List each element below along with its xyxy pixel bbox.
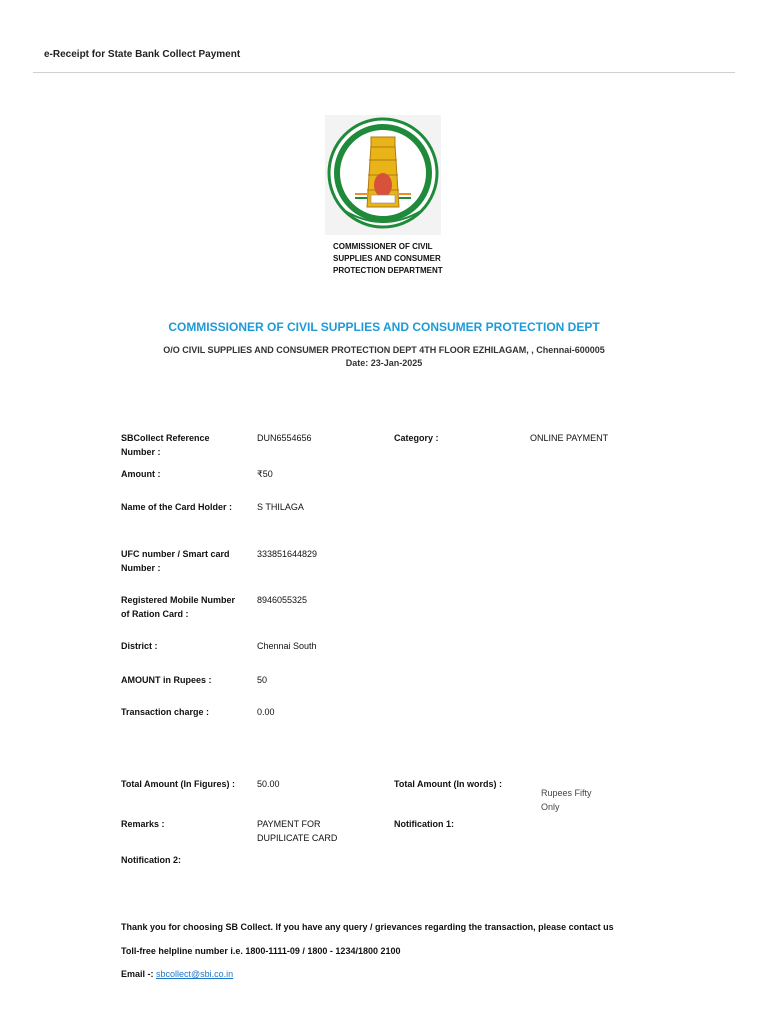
tn-emblem-logo <box>325 115 441 235</box>
registered-mobile-value: 8946055325 <box>257 595 308 605</box>
total-words-label: Total Amount (In words) : <box>394 779 502 789</box>
category-value: ONLINE PAYMENT <box>530 433 609 443</box>
amount-rupees-label: AMOUNT in Rupees : <box>121 675 212 685</box>
receipt-date: Date: 23-Jan-2025 <box>345 358 423 368</box>
notification-2-label: Notification 2: <box>121 855 181 865</box>
registered-mobile-label: Registered Mobile Number of Ration Card : <box>121 595 236 619</box>
cardholder-value: S THILAGA <box>257 502 304 512</box>
amount-value: ₹50 <box>257 469 273 479</box>
total-figures-label: Total Amount (In Figures) : <box>121 779 235 789</box>
ufc-number-value: 333851644829 <box>257 549 318 559</box>
email-line <box>121 969 233 979</box>
district-label: District : <box>121 641 158 651</box>
district-value: Chennai South <box>257 641 317 651</box>
emblem-caption-line: PROTECTION DEPARTMENT <box>333 266 443 275</box>
support-email-link[interactable]: sbcollect@sbi.co.in <box>156 969 234 979</box>
thank-you-note: Thank you for choosing SB Collect. If you have any query / grievances regarding the transaction, please contact us <box>121 922 614 932</box>
transaction-charge-value: 0.00 <box>257 707 275 717</box>
header-divider <box>33 72 735 73</box>
emblem-caption <box>333 241 443 277</box>
ufc-number-label: UFC number / Smart card Number : <box>121 549 230 573</box>
total-words-value: Rupees Fifty Only <box>541 788 592 812</box>
category-label: Category : <box>394 433 439 443</box>
helpline-number: Toll-free helpline number i.e. 1800-1111-09 / 1800 - 1234/1800 2100 <box>121 946 401 956</box>
remarks-value: PAYMENT FOR DUPILICATE CARD <box>257 819 338 843</box>
emblem-caption-line: COMMISSIONER OF CIVIL <box>333 242 433 251</box>
notification-1-label: Notification 1: <box>394 819 454 829</box>
remarks-label: Remarks : <box>121 819 165 829</box>
amount-rupees-value: 50 <box>257 675 268 685</box>
department-address-block <box>0 344 768 370</box>
department-title: COMMISSIONER OF CIVIL SUPPLIES AND CONSUMER PROTECTION DEPT <box>168 320 600 334</box>
ref-number-label: SBCollect Reference Number : <box>121 433 210 457</box>
cardholder-label: Name of the Card Holder : <box>121 502 233 512</box>
transaction-charge-label: Transaction charge : <box>121 707 210 717</box>
department-address: O/O CIVIL SUPPLIES AND CONSUMER PROTECTION DEPT 4TH FLOOR EZHILAGAM, , Chennai-600005 <box>163 345 605 355</box>
emblem-caption-line: SUPPLIES AND CONSUMER <box>333 254 441 263</box>
receipt-header-title: e-Receipt for State Bank Collect Payment <box>44 49 241 60</box>
amount-label: Amount : <box>121 469 161 479</box>
ref-number-value: DUN6554656 <box>257 433 312 443</box>
email-label: Email -: <box>121 969 157 979</box>
total-figures-value: 50.00 <box>257 779 280 789</box>
